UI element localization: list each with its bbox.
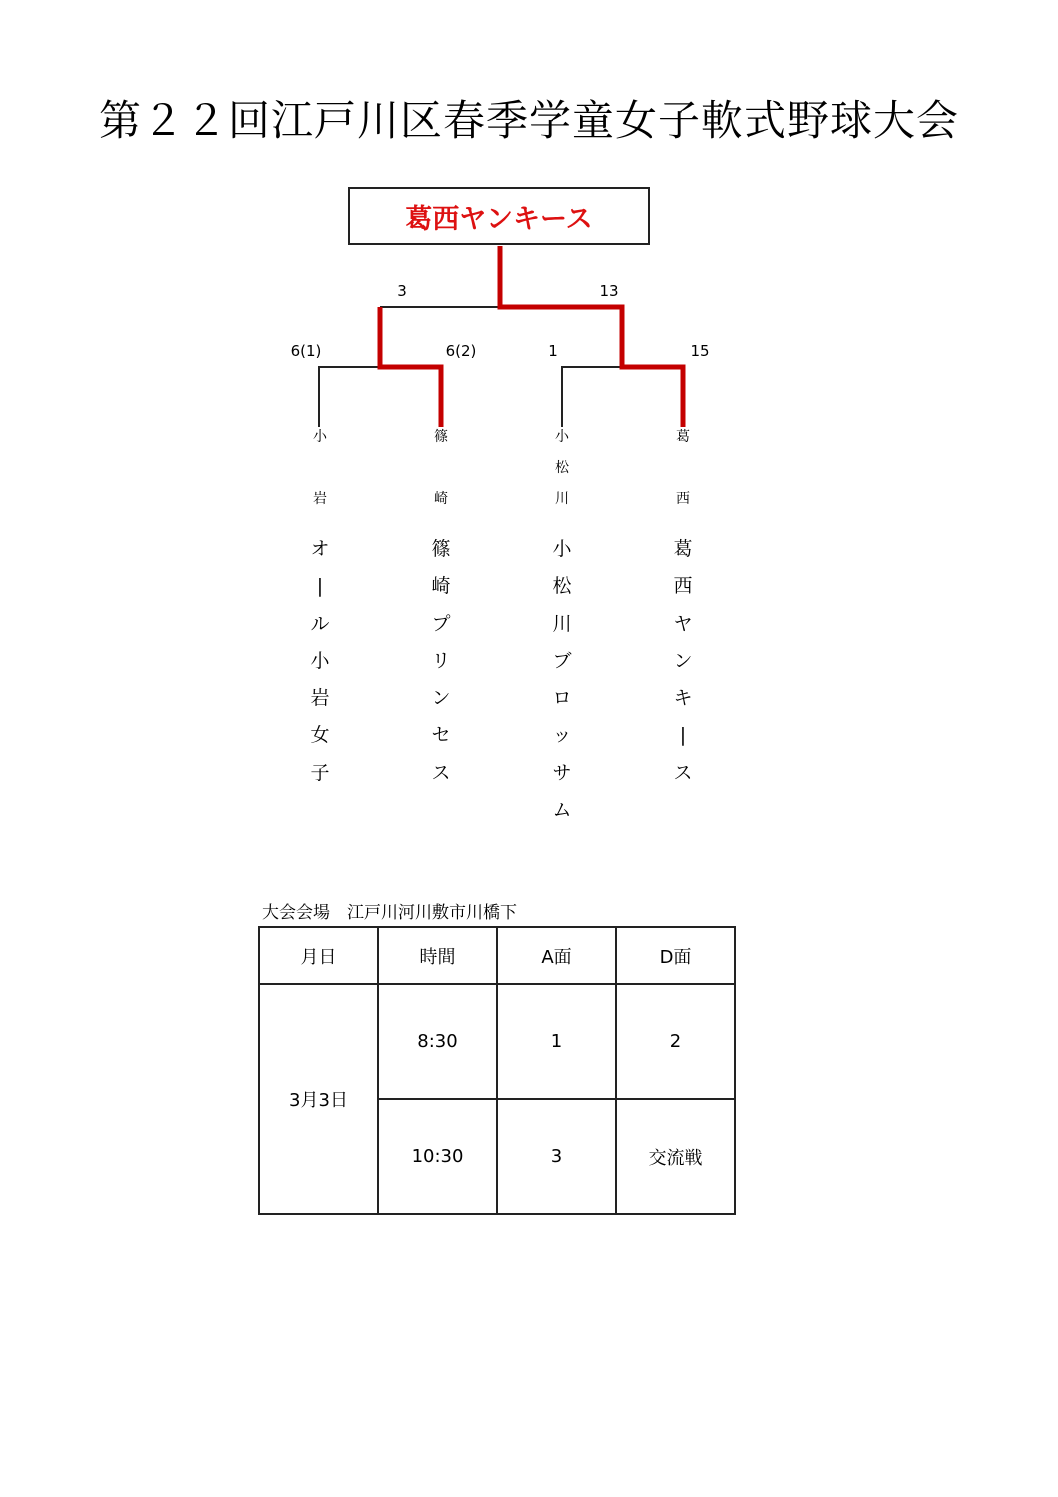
final-score-right: 13 (599, 282, 619, 300)
winner-line (500, 246, 683, 427)
header-date: 月日 (259, 927, 378, 984)
semi-score: 1 (548, 342, 558, 360)
team-short-name: 小 岩 (313, 429, 327, 507)
team-short-name: 小 松 川 (555, 429, 569, 507)
team-full-name: オ | ル 小 岩 女 子 (310, 538, 330, 784)
header-field-a: A面 (497, 927, 616, 984)
champion-box (348, 187, 650, 245)
semi-score: 15 (690, 342, 710, 360)
time-cell: 8:30 (378, 984, 497, 1099)
time-cell: 10:30 (378, 1099, 497, 1214)
table-row (259, 984, 735, 1099)
header-field-d: D面 (616, 927, 735, 984)
header-time: 時間 (378, 927, 497, 984)
champion-name: 葛西ヤンキース (405, 203, 593, 235)
field-d-cell: 2 (616, 984, 735, 1099)
winner-line (380, 307, 441, 427)
table-header-row (259, 927, 735, 984)
field-a-cell: 1 (497, 984, 616, 1099)
field-d-cell: 交流戦 (616, 1099, 735, 1214)
date-cell: 3月3日 (259, 984, 378, 1214)
semi-score: 6(1) (290, 342, 322, 360)
schedule-table (258, 926, 736, 1215)
page-title: 第２２回江戸川区春季学童女子軟式野球大会 (98, 96, 959, 145)
team-full-name: 小 松 川 ブ ロ ッ サ ム (552, 538, 572, 822)
team-full-name: 葛 西 ヤ ン キ | ス (673, 538, 693, 784)
bracket-line (562, 367, 622, 427)
venue-text: 大会会場 江戸川河川敷市川橋下 (262, 903, 517, 923)
team-short-name: 篠 崎 (434, 429, 448, 507)
semi-score: 6(2) (445, 342, 477, 360)
team-short-name: 葛 西 (676, 429, 690, 507)
field-a-cell: 3 (497, 1099, 616, 1214)
team-full-name: 篠 崎 プ リ ン セ ス (431, 538, 451, 784)
bracket-line (319, 367, 380, 427)
final-score-left: 3 (397, 282, 407, 300)
